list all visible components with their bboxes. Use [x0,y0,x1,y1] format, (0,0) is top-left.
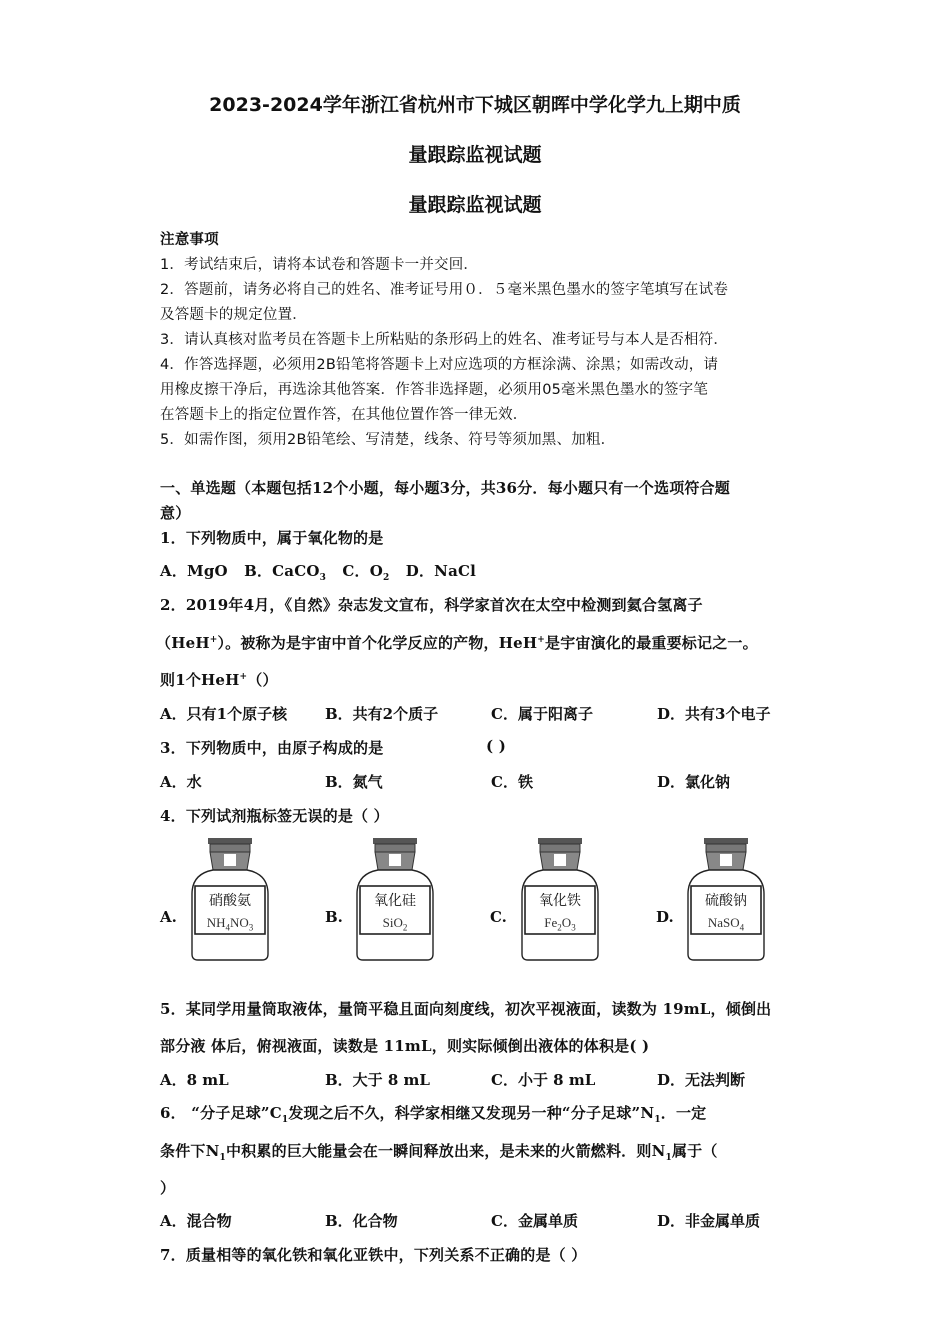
text: ）。被称为是宇宙中首个化学反应的产物，HeH [217,634,538,652]
subscript: 2 [383,573,390,583]
q2-line1: 2．2019年4月，《自然》杂志发文宣布，科学家首次在太空中检测到氦合氢离子 [160,596,703,614]
notice-line: 用橡皮擦干净后，再选涂其他答案．作答非选择题，必须用05毫米黑色墨水的签字笔 [160,382,709,398]
superscript: + [239,672,248,682]
document-title-line3: 量跟踪监视试题 [408,194,542,216]
q3-paren: ( ) [486,737,507,755]
subscript: 3 [319,573,327,583]
text: 属于（ [671,1142,718,1160]
q4-option-letter: C. [490,908,507,926]
q1-options [160,560,476,583]
q7-stem: 7．质量相等的氧化铁和氧化亚铁中，下列关系不正确的是（ ） [160,1246,587,1264]
superscript: + [209,635,218,645]
document-title-line2: 量跟踪监视试题 [408,144,542,166]
notice-line: 3．请认真核对监考员在答题卡上所粘贴的条形码上的姓名、准考证号与本人是否相符． [160,332,729,348]
q4-option-letter: D. [656,908,674,926]
bottle-label-formula: NaSO$_4$ [707,915,745,933]
q4-option-letter: A. [160,908,177,926]
q6-line2 [160,1140,718,1163]
subscript: 1 [665,1153,672,1163]
notice-line: 在答题卡上的指定位置作答，在其他位置作答一律无效． [160,407,528,423]
bottle-label-formula: $NH_4NO_3$ [206,915,254,933]
notice-line: 5．如需作图，须用2B铅笔绘、写清楚，线条、符号等须加黑、加粗． [160,432,616,448]
q3-option-b: B．氮气 [325,773,383,791]
reagent-bottle-d [686,836,766,962]
q3-stem: 3．下列物质中，由原子构成的是 [160,739,384,757]
notice-line: 及答题卡的规定位置． [160,307,307,323]
q1-option-c [342,562,390,583]
q5-option-d: D．无法判断 [657,1071,746,1089]
reagent-bottle-a [190,836,270,962]
text: （HeH [156,634,210,652]
q1-option-a: A．MgO [160,562,228,580]
reagent-bottle-c [520,836,600,962]
document-title-line1: 2023-2024学年浙江省杭州市下城区朝晖中学化学九上期中质 [209,94,741,116]
q6-option-b: B．化合物 [325,1212,398,1230]
bottle-label-name: 硫酸钠 [705,893,747,909]
notice-heading: 注意事项 [160,232,219,248]
q2-line3 [160,669,278,690]
bottle-label-name: 氧化铁 [539,893,581,909]
q5-line1: 5．某同学用量筒取液体，量筒平稳且面向刻度线，初次平视液面，读数为 19mL，倾倒出 [160,1000,772,1018]
section-heading-cont: 意） [160,504,191,522]
subscript: 1 [219,1153,226,1163]
q2-line2 [156,632,758,653]
q5-option-a: A．8 mL [160,1071,229,1089]
q6-line1 [160,1102,706,1125]
q2-option-b: B．共有2个质子 [325,705,439,723]
q5-line2: 部分液 体后，俯视液面，读数是 11mL，则实际倾倒出液体的体积是( ) [160,1037,650,1055]
q4-stem: 4．下列试剂瓶标签无误的是（ ） [160,807,389,825]
q1-option-c-text: C．O [342,562,383,580]
q6-option-c: C．金属单质 [491,1212,578,1230]
reagent-bottle-b [355,836,435,962]
q6-line3: ） [160,1179,176,1197]
text: 6． “分子足球”C [160,1104,282,1122]
section-heading: 一、单选题（本题包括12个小题，每小题3分，共36分．每小题只有一个选项符合题 [160,479,730,497]
q6-option-d: D．非金属单质 [657,1212,761,1230]
text: 中积累的巨大能量会在一瞬间释放出来，是未来的火箭燃料．则N [225,1142,666,1160]
q3-option-a: A．水 [160,773,202,791]
notice-line: 1．考试结束后，请将本试卷和答题卡一并交回． [160,257,479,273]
bottle-label-formula: $Fe_2O_3$ [544,915,576,933]
notice-line: 2．答题前，请务必将自己的姓名、准考证号用０．５毫米黑色墨水的签字笔填写在试卷 [160,282,729,298]
q3-option-c: C．铁 [491,773,533,791]
text: 发现之后不久，科学家相继又发现另一种“分子足球”N [288,1104,655,1122]
q1-option-d: D．NaCl [405,562,477,580]
subscript: 1 [654,1115,661,1125]
q3-option-d: D．氯化钠 [657,773,731,791]
q4-option-letter: B. [325,908,343,926]
text: （） [247,671,278,689]
text: 则1个HeH [160,671,240,689]
q2-option-c: C．属于阳离子 [491,705,593,723]
text: 是宇宙演化的最重要标记之一。 [545,634,758,652]
subscript: 1 [281,1115,289,1125]
bottle-label-name: 硝酸氨 [209,893,251,909]
bottle-label-name: 氧化硅 [374,893,416,909]
q1-stem: 1．下列物质中，属于氧化物的是 [160,529,384,547]
q5-option-c: C．小于 8 mL [491,1071,596,1089]
text: ．一定 [660,1104,707,1122]
q2-option-a: A．只有1个原子核 [160,705,288,723]
bottle-label-formula: SiO$_2$ [382,915,408,933]
q1-option-b-text: B．CaCO [244,562,320,580]
superscript: + [537,635,545,645]
q1-option-b [244,562,327,583]
q2-option-d: D．共有3个电子 [657,705,771,723]
notice-line: 4．作答选择题，必须用2B铅笔将答题卡上对应选项的方框涂满、涂黑；如需改动，请 [160,357,719,373]
q5-option-b: B．大于 8 mL [325,1071,430,1089]
text: 条件下N [160,1142,220,1160]
q6-option-a: A．混合物 [160,1212,232,1230]
